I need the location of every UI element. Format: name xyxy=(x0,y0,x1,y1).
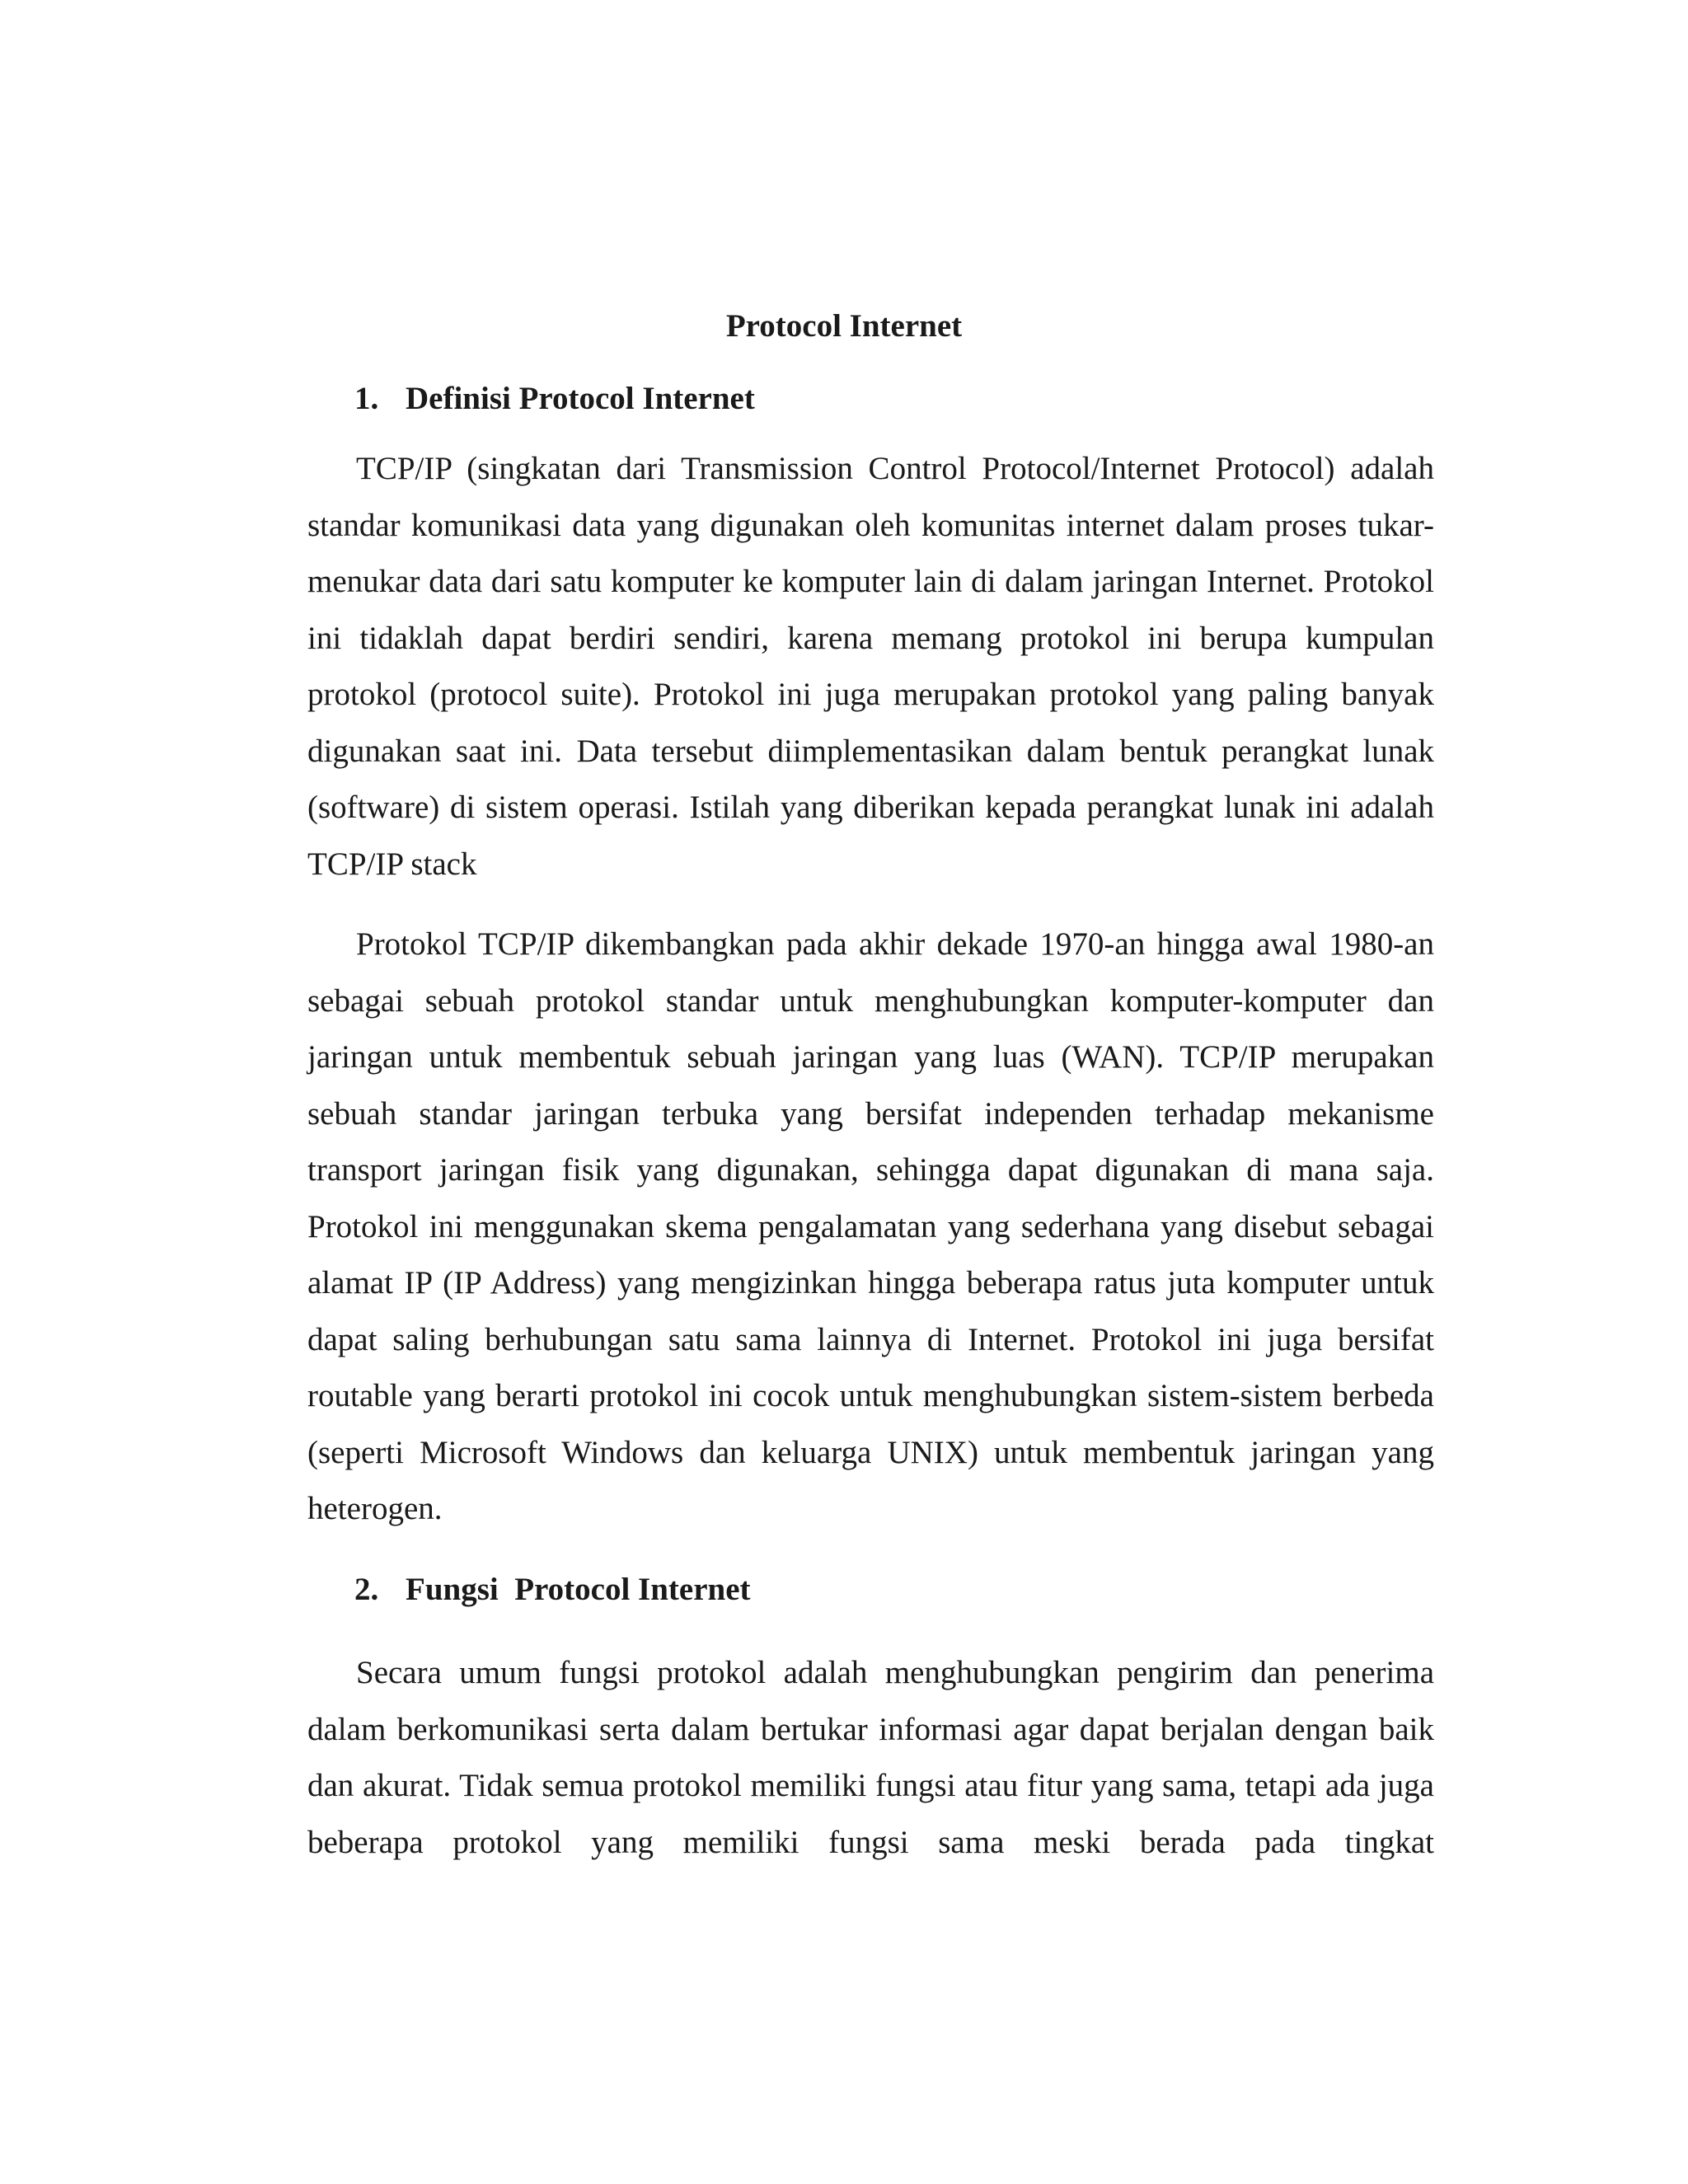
paragraph-tcpip-history: Protokol TCP/IP dikembangkan pada akhir dekade 1970-an hingga awal 1980-an sebagai sebuah protokol standar untuk menghubungkan komputer-komputer dan jaringan untuk membentuk sebuah jaringan yang luas (WAN). TCP/IP merupakan sebuah standar jaringan terbuka yang bersifat independen terhadap mekanisme transport jaringan fisik yang digunakan, sehingga dapat digunakan di mana saja. Protokol ini menggunakan skema pengalamatan yang sederhana yang disebut sebagai alamat IP (IP Address) yang mengizinkan hingga beberapa ratus juta komputer untuk dapat saling berhubungan satu sama lainnya di Internet. Protokol ini juga bersifat routable yang berarti protokol ini cocok untuk menghubungkan sistem-sistem berbeda (seperti Microsoft Windows dan keluarga UNIX) untuk membentuk jaringan yang heterogen. xyxy=(307,926,1434,1526)
page-title: Protocol Internet xyxy=(725,308,963,344)
section-number: 2. xyxy=(354,1572,379,1607)
section-heading-text: Fungsi Protocol Internet xyxy=(406,1572,751,1607)
section-heading-fungsi xyxy=(354,1568,751,1611)
section-heading-text: Definisi Protocol Internet xyxy=(406,381,755,416)
section-number: 1. xyxy=(354,381,379,416)
paragraph-tcpip-definition: TCP/IP (singkatan dari Transmission Control Protocol/Internet Protocol) adalah standar komunikasi data yang digunakan oleh komunitas internet dalam proses tukar-menukar data dari satu komputer ke komputer lain di dalam jaringan Internet. Protokol ini tidaklah dapat berdiri sendiri, karena memang protokol ini berupa kumpulan protokol (protocol suite). Protokol ini juga merupakan protokol yang paling banyak digunakan saat ini. Data tersebut diimplementasikan dalam bentuk perangkat lunak (software) di sistem operasi. Istilah yang diberikan kepada perangkat lunak ini adalah TCP/IP stack xyxy=(307,451,1434,882)
section-heading-definisi xyxy=(354,377,755,420)
paragraph-protocol-function: Secara umum fungsi protokol adalah menghubungkan pengirim dan penerima dalam berkomunikasi serta dalam bertukar informasi agar dapat berjalan dengan baik dan akurat. Tidak semua protokol memiliki fungsi atau fitur yang sama, tetapi ada juga beberapa protokol yang memiliki fungsi sama meski berada pada tingkat xyxy=(307,1655,1434,1860)
